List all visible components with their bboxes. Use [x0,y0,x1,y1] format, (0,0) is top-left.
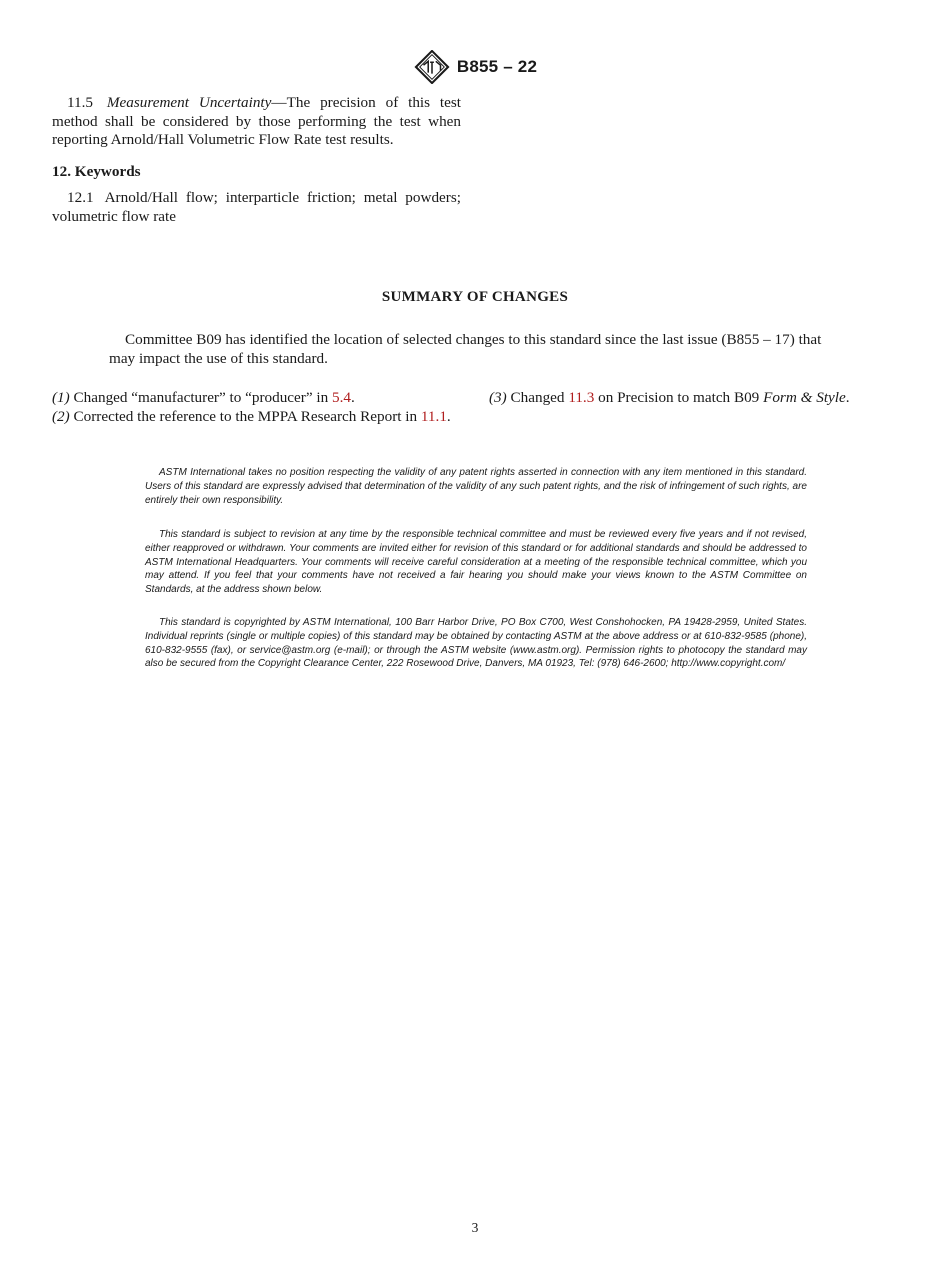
change-text-end: . [446,407,451,425]
changes-right-column [489,389,889,408]
change-item-1 [52,389,461,408]
change-text: Changed [506,389,569,406]
page-number: 3 [471,1220,479,1235]
change-text-end: . [350,389,355,406]
legal-notice-copyright: This standard is copyrighted by ASTM International, 100 Barr Harbor Drive, PO Box C700, West Conshohocken, PA 19428-2959, United States. Individual reprints (single or multiple copies) of this standard may be obtained by contacting ASTM at the above address or at 610-832-9585 (phone), 610-832-9555 (fax), or service@astm.org (e-mail); or through the ASTM website (www.astm.org). Permission rights to photocopy the standard may also be secured from the Copyright Clearance Center, 222 Rosewood Drive, Danvers, MA 01923, Tel: (978) 646-2600; http://www.copyright.com/ [145,617,807,670]
change-text: Changed “manufacturer” to “producer” in [69,389,332,406]
page-header [0,50,950,84]
legal-notice-patent: ASTM International takes no position respecting the validity of any patent rights asserted in connection with any item mentioned in this standard. Users of this standard are expressly advised that determination of the validity of any such patent rights, and the risk of infringement of such rights, are entirely their own responsibility. [145,467,807,506]
change-item-3 [489,389,889,408]
section-text: —The precision of this test method shall be considered by those performing the test when reporting Arnold/Hall Volumetric Flow Rate test results. [52,94,462,149]
section-link-11-3[interactable]: 11.3 [568,389,595,406]
change-text-end: . [845,389,850,406]
section-11-5 [52,94,461,150]
change-item-2 [52,408,461,427]
change-number: (2) [52,407,70,425]
keywords-paragraph [52,189,461,226]
change-text: Corrected the reference to the MPPA Research Report in [69,407,421,425]
summary-title: SUMMARY OF CHANGES [381,289,569,305]
section-link-5-4[interactable]: 5.4 [332,389,351,406]
section-number: 12.1 [67,189,94,206]
legal-notice-revision: This standard is subject to revision at any time by the responsible technical committee and must be reviewed every five years and if not revised, either reapproved or withdrawn. Your comments are invited either for revision of this standard or for additional standards and should be addressed to ASTM International Headquarters. Your comments will receive careful consideration at a meeting of the responsible technical committee, which you may attend. If you feel that your comments have not received a fair hearing you should make your views known to the ASTM Committee on Standards, at the address shown below. [145,529,807,596]
change-number: (3) [489,389,507,406]
summary-intro: Committee B09 has identified the location of selected changes to this standard since the last issue (B855 – 17) that may impact the use of this standard. [109,331,822,367]
changes-left-column [52,389,461,426]
form-style-text: Form & Style [763,389,846,406]
section-11-5-paragraph [52,94,461,150]
section-12-1 [52,189,461,226]
standard-designation: B855 – 22 [456,57,538,76]
keywords-text: Arnold/Hall flow; interparticle friction; metal powders; volumetric flow rate [52,189,461,225]
section-12-heading: 12. Keywords [52,163,141,180]
section-number: 11.5 [67,94,94,111]
change-number: (1) [52,389,70,406]
section-title: Measurement Uncertainty [106,94,272,111]
section-link-11-1[interactable]: 11.1 [420,407,447,425]
change-text-middle: on Precision to match B09 [594,389,764,406]
astm-logo-icon [413,50,451,84]
